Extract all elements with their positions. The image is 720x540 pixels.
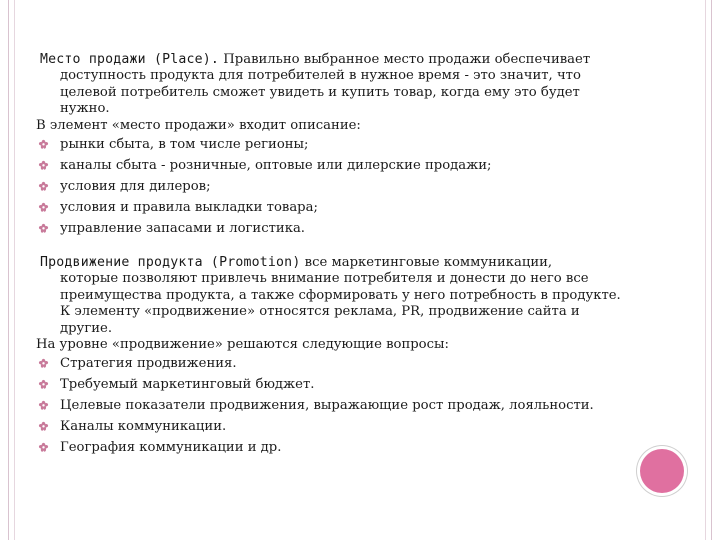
section-gap: [36, 239, 686, 255]
list-item-text: Целевые показатели продвижения, выражающие рост продаж, лояльности.: [60, 398, 594, 414]
promotion-heading: Продвижение продукта (Promotion): [40, 255, 301, 271]
flower-bullet-icon: [38, 202, 49, 213]
list-item-text: рынки сбыта, в том числе регионы;: [60, 137, 309, 153]
list-item-text: География коммуникации и др.: [60, 440, 282, 456]
left-border-line-inner: [14, 0, 15, 540]
slide-content: [36, 52, 686, 458]
right-border-line-inner: [705, 0, 706, 540]
list-item: [36, 134, 686, 155]
list-item: [36, 218, 686, 239]
list-item: [36, 197, 686, 218]
place-line-4: нужно.: [60, 101, 110, 117]
decorative-circle: [640, 449, 684, 493]
list-item: [36, 437, 686, 458]
list-item: [36, 155, 686, 176]
list-item: [36, 416, 686, 437]
list-item-text: Требуемый маркетинговый бюджет.: [60, 377, 315, 393]
list-item: [36, 374, 686, 395]
right-border-line: [711, 0, 712, 540]
list-item-text: каналы сбыта - розничные, оптовые или дилерские продажи;: [60, 158, 492, 174]
list-item-text: условия и правила выкладки товара;: [60, 200, 318, 216]
list-item: [36, 395, 686, 416]
list-item: [36, 353, 686, 374]
flower-bullet-icon: [38, 223, 49, 234]
place-intro: В элемент «место продажи» входит описание:: [36, 117, 361, 133]
flower-bullet-icon: [38, 160, 49, 171]
flower-bullet-icon: [38, 358, 49, 369]
promotion-line-2: которые позволяют привлечь внимание потребителя и донести до него все: [60, 271, 589, 287]
place-line-2: доступность продукта для потребителей в нужное время - это значит, что: [60, 68, 581, 84]
place-heading: Место продажи (Place).: [40, 52, 220, 67]
flower-bullet-icon: [38, 139, 49, 150]
promotion-line-4: К элементу «продвижение» относятся реклама, PR, продвижение сайта и: [60, 304, 580, 320]
left-border-line: [8, 0, 9, 540]
promotion-line-3: преимущества продукта, а также сформировать у него потребность в продукте.: [60, 287, 621, 303]
promotion-line-5: другие.: [60, 320, 113, 336]
list-item-text: Стратегия продвижения.: [60, 356, 237, 372]
flower-bullet-icon: [38, 421, 49, 432]
flower-bullet-icon: [38, 400, 49, 411]
flower-bullet-icon: [38, 442, 49, 453]
place-paragraph: [36, 52, 686, 118]
promotion-intro: На уровне «продвижение» решаются следующие вопросы:: [36, 337, 449, 353]
place-first-line: Правильно выбранное место продажи обеспечивает: [219, 52, 591, 67]
promotion-first-line: все маркетинговые коммуникации,: [300, 255, 553, 271]
flower-bullet-icon: [38, 379, 49, 390]
promotion-paragraph: [36, 255, 686, 337]
list-item-text: Каналы коммуникации.: [60, 419, 227, 435]
flower-bullet-icon: [38, 181, 49, 192]
place-line-3: целевой потребитель сможет увидеть и купить товар, когда ему это будет: [60, 84, 580, 100]
promotion-list: [36, 353, 686, 458]
list-item-text: управление запасами и логистика.: [60, 221, 305, 237]
place-list: [36, 134, 686, 239]
list-item-text: условия для дилеров;: [60, 179, 211, 195]
list-item: [36, 176, 686, 197]
